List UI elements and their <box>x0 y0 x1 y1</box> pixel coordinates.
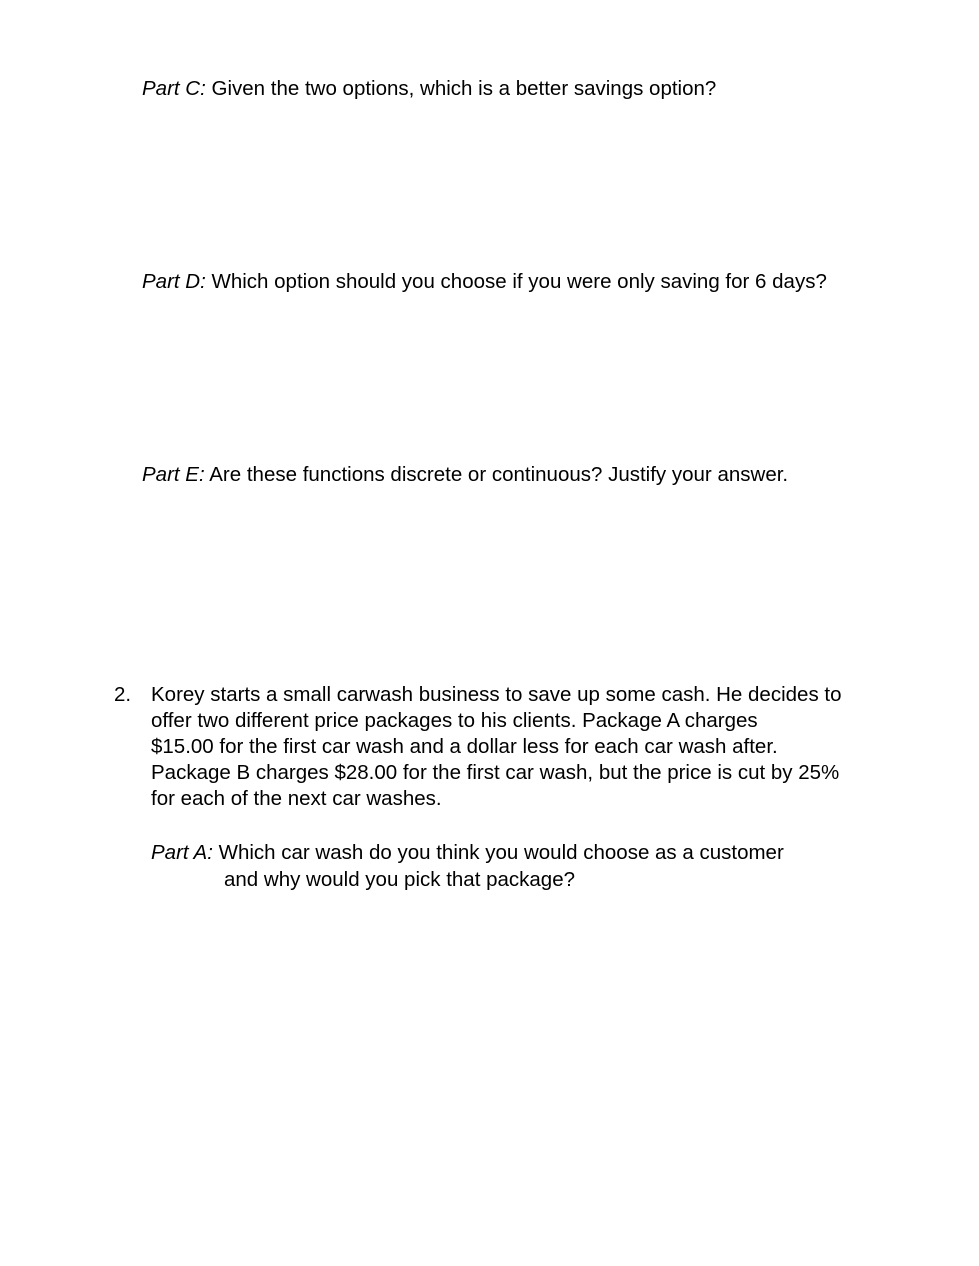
part-a-label: Part A: <box>151 841 213 864</box>
question-2-line: Package B charges $28.00 for the first car wash, but the price is cut by 25% <box>151 761 840 784</box>
part-e-prompt <box>142 462 788 488</box>
question-2-number: 2. <box>114 683 132 706</box>
part-e-label: Part E: <box>142 463 205 486</box>
part-e-text: Are these functions discrete or continuous? Justify your answer. <box>209 463 789 486</box>
question-2-line: Korey starts a small carwash business to save up some cash. He decides to <box>151 683 842 706</box>
part-d-prompt <box>142 269 827 295</box>
part-d-label: Part D: <box>142 270 206 293</box>
part-c-prompt <box>142 76 716 102</box>
question-2-body <box>151 682 911 812</box>
part-a-text-line1: Which car wash do you think you would choose as a customer <box>218 841 784 864</box>
question-2-part-a-prompt <box>151 840 784 866</box>
question-2-line: offer two different price packages to his clients. Package A charges <box>151 709 758 732</box>
part-c-text: Given the two options, which is a better savings option? <box>211 77 717 100</box>
part-c-label: Part C: <box>142 77 206 100</box>
part-a-text-line2: and why would you pick that package? <box>224 868 576 891</box>
part-d-text: Which option should you choose if you were only saving for 6 days? <box>211 270 827 293</box>
question-2-line: for each of the next car washes. <box>151 787 442 810</box>
question-2-line: $15.00 for the first car wash and a dollar less for each car wash after. <box>151 735 778 758</box>
